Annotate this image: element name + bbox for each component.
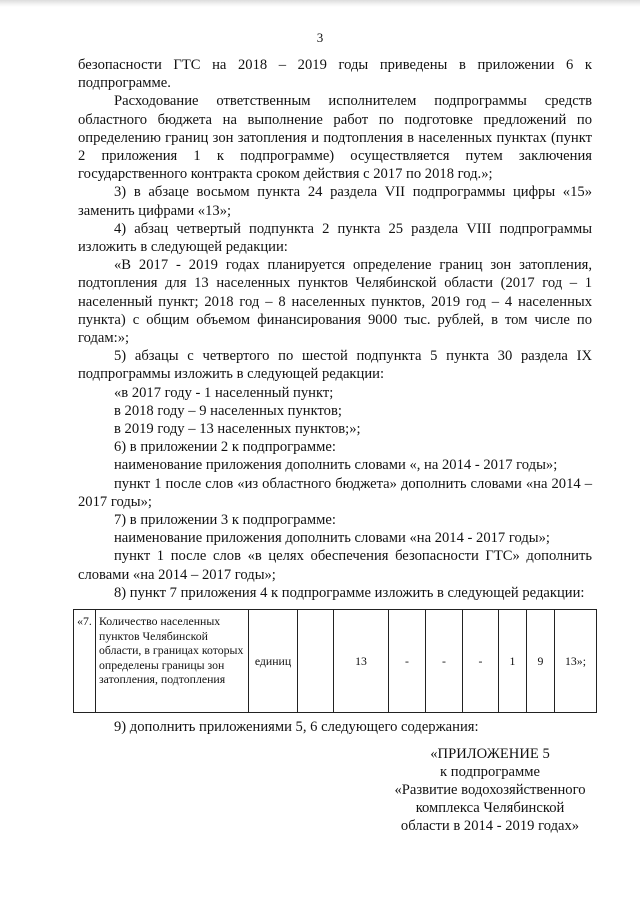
appendix-title: «ПРИЛОЖЕНИЕ 5 — [430, 746, 550, 762]
appendix-line: области в 2014 - 2019 годах» — [400, 818, 580, 834]
table-cell-value: 13»; — [555, 610, 597, 713]
appendix-line: «Развитие водохозяйственного — [394, 782, 586, 798]
paragraph: 4) абзац четвертый подпункта 2 пункта 25 раздела VIII подпрограммы изложить в следующей редакции: — [78, 220, 592, 256]
table-row — [74, 610, 597, 713]
table-cell-value: - — [463, 610, 499, 713]
paragraph: «В 2017 - 2019 годах планируется определение границ зон затопления, подтопления для 13 населенных пунктов Челябинской области (2017 год – 1 населенный пункт; 2018 год – 8 населенных пунктов, 2019 год – 4 населенных пункта) с общим объемом финансирования 9000 тыс. рублей, в том числе по годам:»; — [78, 257, 592, 347]
table-cell-value: 1 — [499, 610, 527, 713]
paragraph: 7) в приложении 3 к подпрограмме: — [114, 512, 336, 529]
paragraph: наименование приложения дополнить словами «на 2014 - 2017 годы»; — [114, 530, 550, 547]
table-cell-value: 9 — [527, 610, 555, 713]
paragraph: Расходование ответственным исполнителем подпрограммы средств областного бюджета на выполнение работ по подготовке предложений по определению границ зон затопления и подтопления в населенных пунктах (пункт 2 приложения 1 к подпрограмме) осуществляется путем заключения государственного контракта сроком действия с 2017 по 2018 год.»; — [78, 93, 592, 183]
after-table-text — [78, 718, 592, 736]
paragraph: 9) дополнить приложениями 5, 6 следующего содержания: — [114, 719, 479, 735]
appendix-heading — [370, 745, 610, 835]
appendix-line: к подпрограмме — [440, 764, 540, 780]
paragraph: 3) в абзаце восьмом пункта 24 раздела VII подпрограммы цифры «15» заменить цифрами «13»; — [78, 184, 592, 219]
paragraph: в 2018 году – 9 населенных пунктов; — [114, 402, 342, 419]
table-cell-indicator: Количество населенных пунктов Челябинской области, в границах которых определены границы зон затопления, подтопления — [96, 610, 249, 713]
document-body — [78, 56, 592, 602]
table-cell-value: - — [389, 610, 426, 713]
paragraph: безопасности ГТС на 2018 – 2019 годы приведены в приложении 6 к подпрограмме. — [78, 57, 592, 92]
scan-edge-artifact — [0, 0, 640, 7]
paragraph: пункт 1 после слов «в целях обеспечения безопасности ГТС» дополнить словами «на 2014 – 2017 годы»; — [78, 548, 592, 583]
appendix-line: комплекса Челябинской — [415, 800, 565, 816]
table-cell-value: - — [426, 610, 463, 713]
paragraph: 8) пункт 7 приложения 4 к подпрограмме изложить в следующей редакции: — [114, 584, 585, 601]
paragraph: пункт 1 после слов «из областного бюджета» дополнить словами «на 2014 – 2017 годы»; — [78, 475, 592, 510]
paragraph: наименование приложения дополнить словами «, на 2014 - 2017 годы»; — [114, 457, 558, 474]
table-cell-empty — [298, 610, 334, 713]
paragraph: 6) в приложении 2 к подпрограмме: — [114, 439, 336, 456]
page-number: 3 — [316, 30, 324, 45]
indicator-table — [73, 609, 597, 713]
table-cell-unit: единиц — [249, 610, 298, 713]
table-cell-number: «7. — [74, 610, 96, 713]
table-cell-total: 13 — [334, 610, 389, 713]
paragraph: в 2019 году – 13 населенных пунктов;»; — [114, 421, 361, 438]
paragraph: «в 2017 году - 1 населенный пункт; — [114, 384, 334, 401]
paragraph: 5) абзацы с четвертого по шестой подпункта 5 пункта 30 раздела IX подпрограммы изложить в следующей редакции: — [78, 348, 592, 383]
